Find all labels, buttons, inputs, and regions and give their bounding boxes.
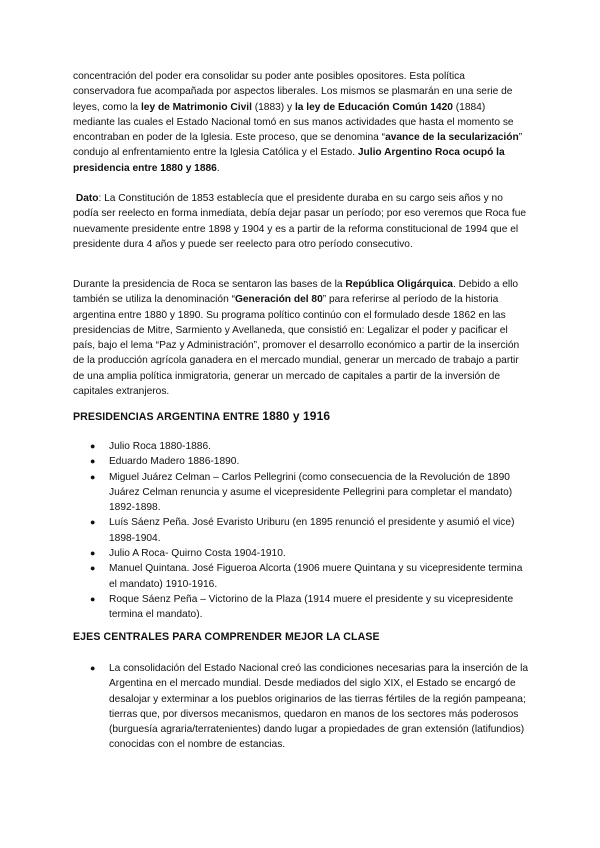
bullet-icon: ● (90, 593, 96, 604)
list-item (73, 661, 529, 753)
list-item (73, 470, 529, 516)
bullet-icon: ● (90, 471, 96, 482)
list-item-text: Eduardo Madero 1886-1890. (109, 456, 240, 468)
bullet-icon: ● (90, 563, 96, 574)
list-item-text: Roque Sáenz Peña – Victorino de la Plaza (1914 muere el presidente y su vicepresidente termina el mandato). (109, 593, 514, 621)
text-run: . (216, 162, 220, 174)
heading-text: EJES CENTRALES PARA COMPRENDER MEJOR LA CLASE (73, 631, 380, 643)
text-run: ” condujo al enfrentamiento entre la Iglesia Católica y el Estado. (73, 132, 523, 159)
bold-generacion-80: Generación del 80 (234, 294, 323, 306)
bullet-icon: ● (90, 517, 96, 528)
bullet-icon: ● (90, 441, 96, 451)
heading-text: PRESIDENCIAS ARGENTINA ENTRE (73, 411, 263, 423)
text-run: (1884) mediante las cuales el Estado Nacional tomó en sus manos actividades que hasta el momento se encontraban en poder de la Iglesia. Este proceso, que se denomina “ (73, 101, 514, 144)
bold-ley-educacion-comun: la ley de Educación Común 1420 (294, 101, 453, 113)
list-item-text: Luís Sáenz Peña. José Evaristo Uriburu (en 1895 renunció el presidente y asumió el vice) 1898-1904. (109, 517, 515, 544)
bullet-icon: ● (90, 456, 96, 467)
list-item-text: Manuel Quintana. José Figueroa Alcorta (1906 muere Quintana y su vicepresidente termina el mandato) 1910-1916. (109, 563, 523, 590)
list-item (73, 592, 529, 623)
text-run: ” para referirse al período de la historia argentina entre 1880 y 1890. Su programa político continúo con el formulado desde 1862 en las presidencias de Mitre, Sarmiento y Avellaneda, que consistió en: Legalizar el poder y pacificar el país, bajo el lema “Paz y Administración”, promover el desarrollo económico a partir de la inserción de la producción agrícola ganadera en el mercado mundial, generar un mercado de trabajo a partir de una amplia política inmigratoria, generar un mercado de capitales a partir de la inversión de capitales extranjeros. (73, 294, 520, 398)
list-presidencias (73, 439, 529, 623)
list-item-text: Julio Roca 1880-1886. (109, 441, 211, 452)
paragraph-dato (73, 191, 529, 252)
dato-text: : La Constitución de 1853 establecía que el presidente duraba en su cargo seis años y no podía ser reelecto en forma inmediata, debía dejar pasar un período; por eso veremos que Roca fue nuevamente presidente entre 1898 y 1904 y es a partir de la reforma constitucional de 1994 que el presidente dura 4 años y puede ser reelecto para otro período consecutivo. (73, 193, 527, 250)
bullet-icon: ● (90, 663, 96, 673)
bold-republica-oligarquica: República Oligárquica (345, 279, 453, 290)
bold-roca-presidencia: Julio Argentino Roca ocupó la presidencia entre 1880 y 1886 (73, 147, 505, 174)
text-run: (1883) y (251, 101, 295, 113)
bullet-icon: ● (90, 548, 96, 559)
list-item (73, 454, 529, 469)
text-run: . Debido a ello también se utiliza la denominación “ (73, 279, 519, 306)
list-ejes (73, 661, 529, 753)
heading-ejes-centrales (73, 631, 380, 643)
text-run: Durante la presidencia de Roca se sentaron las bases de la (73, 279, 346, 290)
list-item (73, 515, 529, 546)
heading-presidencias (73, 409, 330, 423)
text-run: concentración del poder era consolidar su poder ante posibles opositores. Esta política conservadora fue acompañada por aspectos liberales. Los mismos se plasmarán en una serie de leyes, como la (73, 71, 513, 113)
dato-label: Dato (75, 193, 99, 204)
list-item-text: Miguel Juárez Celman – Carlos Pellegrini (como consecuencia de la Revolución de 1890 Juárez Celman renuncia y asume el vicepresidente Pellegrini para completar el mandato) 1892-1898. (109, 471, 513, 514)
bold-ley-matrimonio-civil: ley de Matrimonio Civil (140, 101, 252, 113)
list-item (73, 546, 529, 561)
list-item-text: La consolidación del Estado Nacional creó las condiciones necesarias para la inserción de la Argentina en el mercado mundial. Desde mediados del siglo XIX, el Estado se encargó de desalojar y exterminar a los pueblos originarios de las tierras fértiles de la región pampeana; tierras que, por diversos mecanismos, quedaron en manos de los sectores más poderosos (burguesía agraria/terratenientes) dando lugar a propiedades de gran extensión (latifundios) conocidas con el nombre de estancias. (109, 663, 529, 751)
list-item (73, 561, 529, 592)
paragraph-secularizacion (73, 69, 529, 176)
bold-avance-secularizacion: avance de la secularización (385, 132, 519, 144)
heading-years: 1880 y 1916 (262, 409, 331, 423)
list-item (73, 439, 529, 454)
list-item-text: Julio A Roca- Quirno Costa 1904-1910. (109, 548, 286, 560)
paragraph-republica-oligarquica (73, 277, 529, 399)
